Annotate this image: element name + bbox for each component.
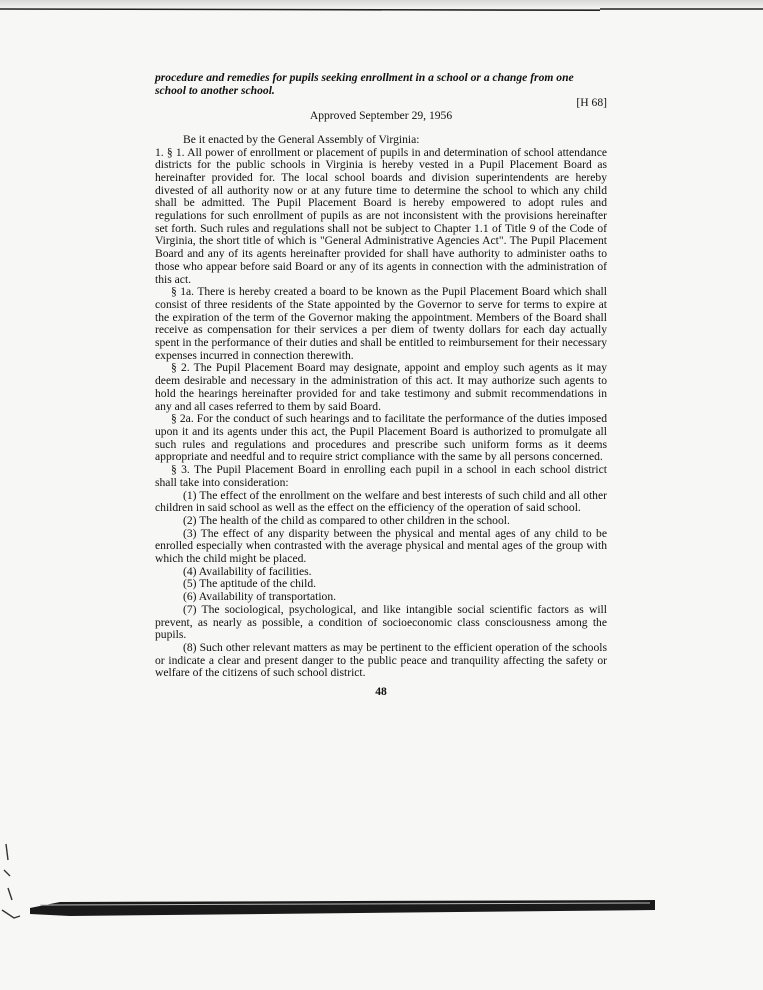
- factor-7: (7) The sociological, psychological, and like intangible social scientific factors as will prevent, as nearly as possible, a condition of socioeconomic class consciousness among the pupils.: [155, 602, 607, 642]
- factor-6: (6) Availability of transportation.: [183, 590, 337, 604]
- top-rule-line-right: [600, 8, 763, 10]
- factor-8: (8) Such other relevant matters as may be pertinent to the efficient operation of the schools or indicate a clear and present danger to the public peace and tranquility affecting the safety or welfare of the citizens of such school district.: [155, 640, 607, 680]
- enacting-clause: Be it enacted by the General Assembly of Virginia:: [183, 132, 420, 146]
- factor-1: (1) The effect of the enrollment on the welfare and best interests of such child and all other children in said school as well as the effect on the efficiency of the operation of said school.: [155, 488, 607, 515]
- page-number: 48: [375, 685, 387, 699]
- section-1a: § 1a. There is hereby created a board to be known as the Pupil Placement Board which shall consist of three residents of the State appointed by the Governor to serve for terms to expire at the expiration of the term of the Governor making the appointment. Members of the Board shall receive as compensation for their services a per diem of twenty dollars for each day actually spent in the performance of their duties and shall be entitled to reimbursement for their necessary expenses incurred in connection therewith.: [155, 285, 607, 362]
- factor-3: (3) The effect of any disparity between the physical and mental ages of any child to be enrolled especially when contrasted with the average physical and mental ages of the group with which the child might be placed.: [155, 526, 607, 566]
- bottom-rule-line: [0, 896, 655, 918]
- approval-date: Approved September 29, 1956: [309, 109, 453, 123]
- section-2: § 2. The Pupil Placement Board may designate, appoint and employ such agents as it may deem desirable and necessary in the administration of this act. It may authorize such agents to hold the hearings hereinafter provided for and take testimony and submit recommendations in any and all cases referred to them by said Board.: [155, 361, 607, 413]
- factor-2: (2) The health of the child as compared to other children in the school.: [183, 513, 510, 527]
- section-1: 1. § 1. All power of enrollment or placement of pupils in and determination of school attendance districts for the public schools in Virginia is hereby vested in a Pupil Placement Board as hereinafter provided for. The local school boards and division superintendents are hereby divested of all authority now or at any future time to determine the school to which any child shall be admitted. The Pupil Placement Board is hereby empowered to adopt rules and regulations for such enrollment of pupils as are not inconsistent with the provisions hereinafter set forth. Such rules and regulations shall not be subject to Chapter 1.1 of Title 9 of the Code of Virginia, the short title of which is "General Administrative Agencies Act". The Pupil Placement Board and any of its agents hereinafter provided for shall have authority to administer oaths to those who appear before said Board or any of its agents in connection with the administration of this act.: [155, 145, 607, 286]
- factor-5: (5) The aptitude of the child.: [183, 577, 317, 591]
- act-caption: procedure and remedies for pupils seeking enrollment in a school or a change from one school to another school.: [155, 71, 574, 97]
- factor-4: (4) Availability of facilities.: [183, 564, 312, 578]
- section-3: § 3. The Pupil Placement Board in enrolling each pupil in a school in each school district shall take into consideration:: [155, 463, 607, 489]
- bill-number: [H 68]: [576, 96, 607, 110]
- document-page: [155, 72, 607, 710]
- section-2a: § 2a. For the conduct of such hearings and to facilitate the performance of the duties imposed upon it and its agents under this act, the Pupil Placement Board is authorized to promulgate all such rules and regulations and procedures and prescribe such uniform forms as it deems appropriate and needful and to require strict compliance with the same by all persons concerned.: [155, 412, 607, 464]
